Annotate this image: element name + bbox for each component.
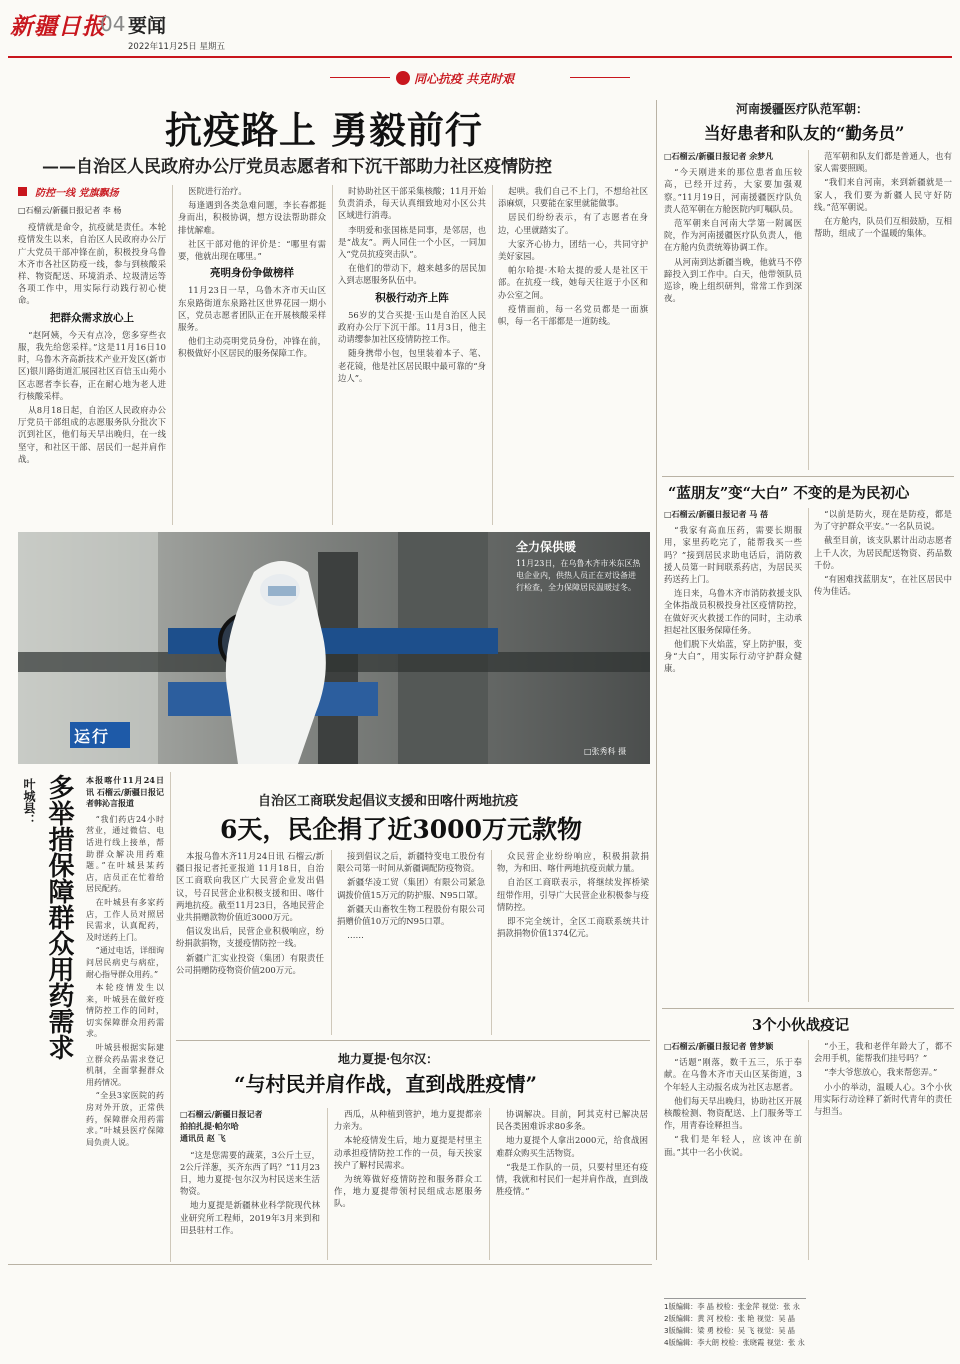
subheading: 积极行动齐上阵 [375,291,449,304]
right-top-col-2 [814,150,952,470]
paragraph: 居民们纷纷表示，有了志愿者在身边，心里就踏实了。 [498,212,648,235]
photo-title: 全力保供暖 [516,540,577,554]
paragraph: 连日来，乌鲁木齐市消防救援支队全体指战员积极投身社区疫情防控，在做好灭火救援工作的同时，主动承担起社区服务保障任务。 [664,588,802,635]
bottom-kicker: 地力夏提·包尔汉： [338,1052,439,1066]
paragraph: “全县3家医院的药房对外开放，正常供药，保障群众用药需求。”叶城县医疗保障局负责人说。 [86,1091,164,1147]
paragraph: 即不完全统计，全区工商联系统共计捐款捐物价值1374亿元。 [497,916,649,939]
editor-credits [664,1298,806,1358]
paragraph: 时协助社区干部采集核酸；11月开始负责消杀，每天认真细致地对小区公共区域进行消毒。 [338,186,486,221]
paragraph: “我是工作队的一员，只要村里还有疫情，我就和村民们一起并肩作战，直到战胜疫情。” [496,1161,648,1197]
credit-row: 1版编辑：李 晶 校检：张金萍 视觉：张 永 [664,1302,800,1311]
paragraph: 新疆华凌工贸（集团）有限公司紧急调拨价值15万元的防护服、N95口罩。 [337,877,485,900]
bottom-col-3 [496,1108,648,1260]
photo-badge: 运行 [74,727,111,746]
theme-banner [330,68,630,88]
lead-col-2 [178,185,326,525]
paragraph: “我们是年轻人，应该冲在前面。”其中一名小伙说。 [664,1134,802,1157]
masthead-logo: 新疆日报 [10,13,106,40]
paragraph: 大家齐心协力，团结一心，共同守护美好家园。 [498,238,648,262]
right-bottom-col-1 [664,1040,802,1210]
paragraph: 他们每天早出晚归，协助社区开展核酸检测、物资配送、上门服务等工作，用青春诠释担当。 [664,1095,802,1131]
paragraph: 众民营企业纷纷响应，积极捐款捐物，为和田、喀什两地抗疫贡献力量。 [497,851,649,874]
bottom-col-2 [334,1108,482,1260]
right-bottom-byline: □石榴云/新疆日报记者 曾梦颖 [664,1041,774,1051]
flag-icon [18,187,27,196]
footer-rule [8,1264,652,1265]
paragraph: “有困难找蓝朋友”，在社区居民中传为佳话。 [814,574,952,597]
paragraph: 叶城县根据实际建立群众药品需求登记机制，全面掌握群众用药情况。 [86,1043,164,1087]
paragraph: 新疆天山畜牧生物工程股份有限公司捐赠价值10万元的N95口罩。 [337,903,485,927]
paragraph: “我们药店24小时营业，通过微信、电话进行线上接单，帮助群众解决用药难题。”在叶城县某药店，店员正在忙着给居民配药。 [86,814,164,894]
paragraph: 随身携带小包，包里装着本子、笔、老花镜，他是社区居民眼中最可靠的“身边人”。 [338,348,486,383]
paragraph: 在叶城县有多家药店，工作人员对照居民需求，认真配药，及时送药上门。 [86,897,164,942]
paragraph: 每逢遇到各类急难问题，李长春都挺身而出，积极协调，想方设法帮助群众排忧解难。 [178,200,326,235]
middle-title: 6天，民企捐了近3000万元款物 [220,815,582,844]
paragraph: 截至目前，该支队累计出动志愿者上千人次，为居民配送物资、药品数千份。 [814,535,952,570]
paragraph: 本报乌鲁木齐11月24日讯 石榴云/新疆日报记者托亚报道 11月18日，自治区工商联向我区广大民营企业发出倡议，号召民营企业积极支援和田、喀什两地抗疫。截至11月23日，各地民营企业共捐赠款物价值近3000万元。 [176,851,324,923]
paragraph: 倡议发出后，民营企业积极响应，纷纷捐款捐物，支援疫情防控一线。 [176,926,324,949]
paragraph: 西瓜，从种植到管护，地力夏提都亲力亲为。 [334,1109,482,1132]
middle-col-2 [337,850,485,1035]
left-title: 多举措保障群众用药需求 [44,774,74,1060]
credit-row: 3版编辑：梁 勇 校检：吴 飞 视觉：吴 晶 [664,1326,795,1335]
paragraph: 小小的举动，温暖人心。3个小伙用实际行动诠释了新时代青年的责任与担当。 [814,1081,952,1117]
paragraph: 本轮疫情发生以来，叶城县在做好疫情防控工作的同时，切实保障群众用药需求。 [86,983,164,1039]
paragraph: 56岁的艾合买提·玉山是自治区人民政府办公厅下沉干部。11月3日，他主动请缨参加社区疫情防控工作。 [338,309,486,345]
paragraph: 协调解决。目前，阿其克村已解决居民各类困难诉求80多条。 [496,1109,648,1132]
paragraph: 接到倡议之后，新疆特变电工股份有限公司第一时间从新疆调配防疫物资。 [337,851,485,874]
credit-row: 2版编辑：黄 河 校检：张 艳 视觉：吴 晶 [664,1314,795,1323]
middle-kicker: 自治区工商联发起倡议支援和田喀什两地抗疫 [258,794,519,809]
middle-col-3 [497,850,649,1035]
bottom-byline: □石榴云/新疆日报记者 拍拍扎提·帕尔哈 通讯员 赵 飞 [180,1109,263,1144]
section-tag [18,181,148,197]
right-mid-col-2 [814,508,952,1002]
subheading: 亮明身份争做榜样 [210,267,294,280]
paragraph: 为统筹做好疫情防控和服务群众工作，地力夏提带领村民组成志愿服务队。 [334,1174,482,1209]
lead-byline: □石榴云/新疆日报记者 李 杨 [18,206,122,215]
paragraph: 地力夏提是新疆林业科学院现代林业研究所工程师，2019年3月来到和田县驻村工作。 [180,1200,320,1235]
paragraph: 疫情面前，每一名党员都是一面旗帜，每一名干部都是一道防线。 [498,303,648,327]
section-name: 要闻 [128,15,167,37]
right-mid-title: “蓝朋友”变“大白” 不变的是为民初心 [668,485,910,502]
page-number: 04 [100,12,126,36]
right-top-byline: □石榴云/新疆日报记者 余梦凡 [664,151,774,161]
photo-credit: □张秀科 摄 [584,747,627,756]
right-mid-byline: □石榴云/新疆日报记者 马 蓓 [664,509,769,519]
paragraph: 起哄。我们自己不上门，不想给社区添麻烦，只要能在家里就能做事。 [498,186,648,209]
paragraph: 从8月18日起，自治区人民政府办公厅党员干部组成的志愿服务队分批次下沉到社区，他们每天早出晚归，在一线坚守，和社区干部、居民们一起并肩作战。 [18,405,166,464]
photo-caption: 11月23日，在乌鲁木齐市米东区热电企业内，供热人员正在对设备进行检查，全力保障居民温暖过冬。 [516,559,641,592]
right-top-col-1 [664,150,802,470]
lead-col-3 [338,185,486,525]
lead-col-4 [498,185,648,525]
paragraph: “通过电话，详细询问居民病史与病症，耐心指导群众用药。” [86,946,164,979]
banner-dot-icon [396,71,410,85]
paragraph: “今天刚进来的那位患者血压较高，已经开过药，大家要加强观察。”11月19日，河南援疆医疗队负责人范军朝在方舱医院内叮嘱队员。 [664,167,802,214]
paragraph: “话题”刚落，数千五三，乐于奉献。在乌鲁木齐市天山区某街道，3个年轻人主动报名成为社区志愿者。 [664,1057,802,1092]
right-mid-col-1 [664,508,802,1002]
middle-col-1 [176,850,324,1035]
lead-col-1 [18,205,166,525]
paragraph: “这是您需要的蔬菜，3公斤土豆，2公斤洋葱，买齐东西了吗？”11月23日，地力夏提·包尔汉为村民送来生活物资。 [180,1149,320,1197]
paragraph: 地力夏提个人拿出2000元，给食战困难群众购买生活物资。 [496,1135,648,1158]
paragraph: “我家有高血压药，需要长期服用，家里药吃完了，能帮我买一些吗？”接到居民求助电话后，消防救援人员第一时间联系药店，为居民买药送药上门。 [664,525,802,585]
paragraph: 疫情就是命令，抗疫就是责任。本轮疫情发生以来，自治区人民政府办公厅广大党员干部冲锋在前，积极投身乌鲁木齐市各社区防疫一线，参与到核酸采样、物资配送、环境消杀、垃圾清运等各项工作中，用实际行动践行初心使命。 [18,222,166,306]
paragraph: 自治区工商联表示，将继续发挥桥梁纽带作用，引导广大民营企业积极参与疫情防控。 [497,877,649,912]
lead-title: 抗疫路上 勇毅前行 [165,108,483,152]
lead-subtitle: ——自治区人民政府办公厅党员志愿者和下沉干部助力社区疫情防控 [42,157,552,177]
bottom-title: “与村民并肩作战，直到战胜疫情” [234,1072,538,1096]
paragraph: 范军朝和队友们都是普通人，也有家人需要照顾。 [814,151,952,174]
masthead [0,0,960,62]
paragraph: 他们脱下火焰蓝，穿上防护服，变身“大白”，用实际行动守护群众健康。 [664,639,802,674]
paragraph: 帕尔哈提·木哈太提的爱人是社区干部。在抗疫一线，她每天往返于小区和办公室之间。 [498,265,648,300]
paragraph: 11月23日一早，乌鲁木齐市天山区东泉路街道东泉路社区世界花园一期小区，党员志愿者团队正在开展核酸采样服务。 [178,285,326,333]
paragraph: 社区干部对他的评价是：“哪里有需要，他就出现在哪里。” [178,238,326,262]
masthead-rule [8,56,952,58]
left-byline: 本报喀什11月24日讯 石榴云/新疆日报记者韩沁言报道 [86,775,164,809]
paragraph: 在方舱内，队员们互相鼓励，互相帮助，组成了一个温暖的集体。 [814,216,952,239]
right-bottom-title: 3个小伙战疫记 [752,1017,850,1034]
right-top-title: 当好患者和队友的“勤务员” [704,124,905,143]
paragraph: 范军朝来自河南大学第一附属医院，作为河南援疆医疗队负责人，他在方舱内负责统筹协调工作。 [664,218,802,253]
paragraph: “小王，我和老伴年龄大了，都不会用手机，能帮我们挂号吗？” [814,1041,952,1064]
paragraph: 医院进行治疗。 [188,186,247,196]
news-photo [18,532,650,764]
banner-label: 同心抗疫 共克时艰 [414,72,515,86]
credit-row: 4版编辑：李大朗 校检：张晓霞 视觉：张 永 [664,1338,805,1347]
issue-date: 2022年11月25日 星期五 [128,42,225,52]
right-bottom-col-2 [814,1040,952,1260]
paragraph: “赵阿姨，今天有点冷，您多穿些衣服，我先给您采样。”这是11月16日10时，乌鲁木齐高新技术产业开发区(新市区)银川路街道汇展园社区百信玉山苑小区志愿者李长春，正在耐心地为老人进行核酸采样。 [18,329,166,401]
paragraph: 他们主动亮明党员身份，冲锋在前，积极做好小区居民的服务保障工作。 [178,336,326,359]
paragraph: 本轮疫情发生后，地力夏提是村里主动承担疫情防控工作的一员，每天挨家挨户了解村民需求。 [334,1135,482,1170]
paragraph: 从河南到达新疆当晚，他就马不停蹄投入到工作中。白天，他带领队员巡诊，晚上组织研判，常常工作到深夜。 [664,256,802,304]
section-tag-label: 防控一线 党旗飘扬 [35,188,119,199]
paragraph: “我们来自河南，来到新疆就是一家人，我们要为新疆人民守好防线。”范军朝说。 [814,177,952,212]
left-story-body [86,775,164,1263]
bottom-col-1 [180,1108,320,1260]
paragraph: 在他们的带动下，越来越多的居民加入到志愿服务队伍中。 [338,263,486,286]
paragraph: 新疆广汇实业投资（集团）有限责任公司捐赠防疫物资价值200万元。 [176,952,324,975]
paragraph: …… [347,930,364,941]
paragraph: “以前是防火，现在是防疫，都是为了守护群众平安。”一名队员说。 [814,509,952,532]
paragraph: 李明爱和张国栋是同事，是邻居，也是“战友”。两人同住一个小区，一同加入“党员抗疫突击队”。 [338,224,486,260]
right-top-kicker: 河南援疆医疗队范军朝： [736,102,869,116]
subheading: 把群众需求放心上 [50,311,134,324]
left-kicker: 叶城县： [22,778,36,826]
paragraph: “李大爷您放心，我来帮您弄。” [824,1067,938,1078]
